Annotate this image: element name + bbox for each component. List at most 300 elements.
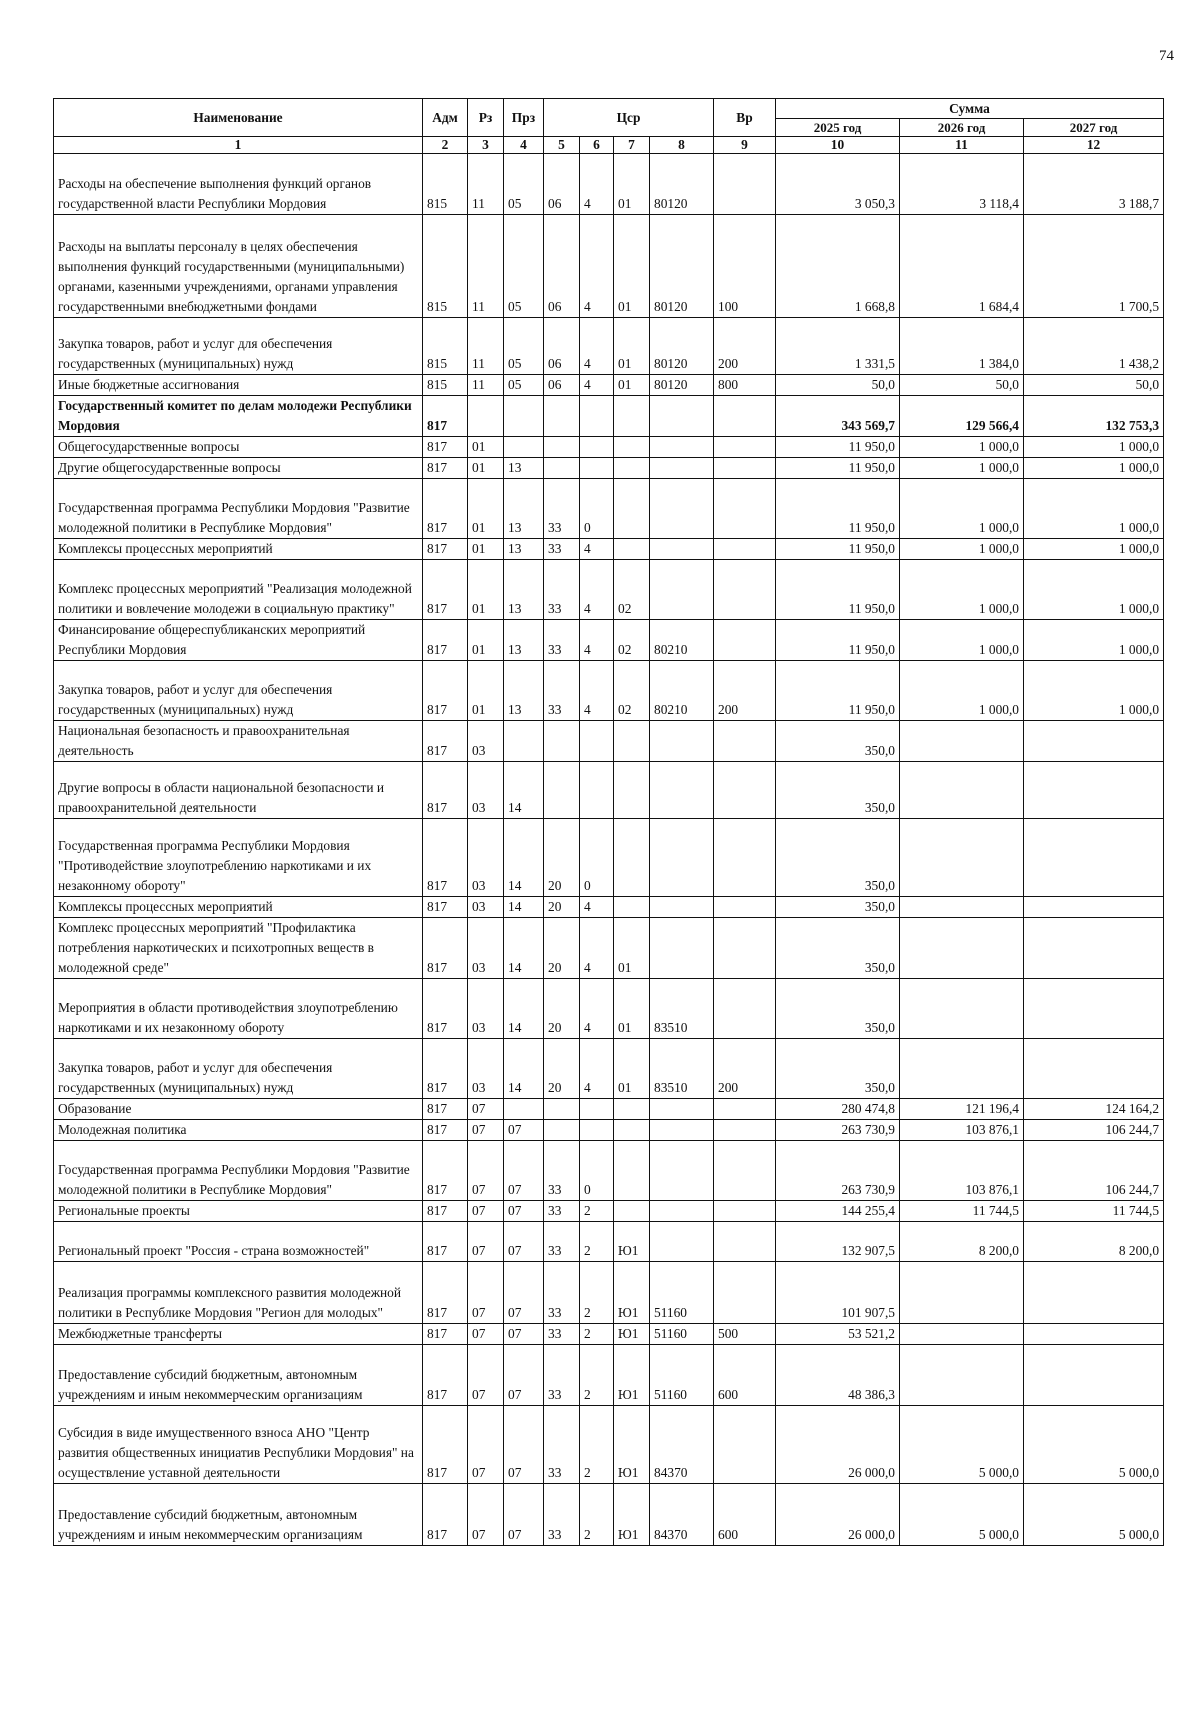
row-amount-2026: 103 876,1 (900, 1141, 1024, 1201)
row-rz: 03 (468, 762, 504, 819)
row-rz: 01 (468, 661, 504, 721)
row-amount-2026: 1 684,4 (900, 215, 1024, 318)
row-csr-direction: 83510 (650, 1039, 714, 1099)
row-csr-type (580, 1099, 614, 1120)
table-row (54, 661, 1164, 721)
table-row (54, 897, 1164, 918)
row-prz: 13 (504, 539, 544, 560)
row-csr-direction (650, 479, 714, 539)
row-amount-2025: 53 521,2 (776, 1324, 900, 1345)
row-vr (714, 1120, 776, 1141)
row-csr-type (580, 762, 614, 819)
row-amount-2027: 1 000,0 (1024, 479, 1164, 539)
row-csr-program (544, 721, 580, 762)
row-rz: 03 (468, 897, 504, 918)
row-csr-direction (650, 762, 714, 819)
row-name: Образование (54, 1099, 423, 1120)
row-vr (714, 979, 776, 1039)
table-row (54, 437, 1164, 458)
row-name: Предоставление субсидий бюджетным, автономным учреждениям и иным некоммерческим организациям (54, 1345, 423, 1406)
row-amount-2027: 1 000,0 (1024, 560, 1164, 620)
row-name: Предоставление субсидий бюджетным, автономным учреждениям и иным некоммерческим организациям (54, 1484, 423, 1546)
row-amount-2027: 3 188,7 (1024, 154, 1164, 215)
row-name: Субсидия в виде имущественного взноса АНО "Центр развития общественных инициатив Республики Мордовия" на осуществление уставной деятельности (54, 1406, 423, 1484)
row-name: Комплексы процессных мероприятий (54, 539, 423, 560)
row-csr-program: 33 (544, 1324, 580, 1345)
row-csr-program (544, 396, 580, 437)
row-vr (714, 918, 776, 979)
row-amount-2027: 106 244,7 (1024, 1120, 1164, 1141)
row-csr-program: 33 (544, 661, 580, 721)
row-csr-type: 2 (580, 1345, 614, 1406)
row-csr-direction: 84370 (650, 1484, 714, 1546)
row-csr-type: 0 (580, 1141, 614, 1201)
row-adm: 817 (423, 560, 468, 620)
row-name: Государственный комитет по делам молодежи Республики Мордовия (54, 396, 423, 437)
row-csr-program: 33 (544, 1222, 580, 1262)
row-amount-2026: 1 384,0 (900, 318, 1024, 375)
row-csr-program: 20 (544, 897, 580, 918)
row-amount-2027 (1024, 1345, 1164, 1406)
row-name: Финансирование общереспубликанских мероприятий Республики Мордовия (54, 620, 423, 661)
header-year-2025: 2025 год (776, 119, 900, 137)
row-rz: 03 (468, 1039, 504, 1099)
row-rz: 11 (468, 318, 504, 375)
row-vr (714, 1099, 776, 1120)
row-prz: 05 (504, 154, 544, 215)
row-csr-type: 4 (580, 539, 614, 560)
row-csr-subprogram: Ю1 (614, 1406, 650, 1484)
table-row (54, 1484, 1164, 1546)
row-rz: 01 (468, 560, 504, 620)
row-csr-subprogram: 01 (614, 918, 650, 979)
row-csr-type (580, 721, 614, 762)
row-adm: 817 (423, 1141, 468, 1201)
row-amount-2025: 263 730,9 (776, 1120, 900, 1141)
row-amount-2026: 11 744,5 (900, 1201, 1024, 1222)
row-amount-2027: 1 000,0 (1024, 458, 1164, 479)
row-rz: 01 (468, 458, 504, 479)
row-amount-2026 (900, 1324, 1024, 1345)
row-adm: 817 (423, 1222, 468, 1262)
table-row (54, 1262, 1164, 1324)
row-vr (714, 819, 776, 897)
row-csr-direction (650, 539, 714, 560)
row-name: Общегосударственные вопросы (54, 437, 423, 458)
row-csr-subprogram (614, 396, 650, 437)
row-adm: 817 (423, 458, 468, 479)
row-name: Государственная программа Республики Мордовия "Противодействие злоупотреблению наркотиками и их незаконному обороту" (54, 819, 423, 897)
row-amount-2025: 11 950,0 (776, 458, 900, 479)
row-amount-2025: 350,0 (776, 819, 900, 897)
row-prz: 14 (504, 979, 544, 1039)
row-prz: 07 (504, 1141, 544, 1201)
row-rz: 07 (468, 1345, 504, 1406)
row-csr-direction (650, 1120, 714, 1141)
row-csr-type: 4 (580, 318, 614, 375)
row-csr-program (544, 1120, 580, 1141)
row-name: Мероприятия в области противодействия злоупотреблению наркотиками и их незаконному обороту (54, 979, 423, 1039)
row-prz: 07 (504, 1262, 544, 1324)
row-rz: 07 (468, 1099, 504, 1120)
row-csr-direction (650, 437, 714, 458)
table-row (54, 1039, 1164, 1099)
row-amount-2026 (900, 979, 1024, 1039)
row-amount-2027 (1024, 1324, 1164, 1345)
row-amount-2025: 48 386,3 (776, 1345, 900, 1406)
row-prz: 13 (504, 560, 544, 620)
row-rz: 07 (468, 1262, 504, 1324)
row-name: Закупка товаров, работ и услуг для обеспечения государственных (муниципальных) нужд (54, 661, 423, 721)
row-amount-2027: 5 000,0 (1024, 1406, 1164, 1484)
row-amount-2027: 11 744,5 (1024, 1201, 1164, 1222)
row-csr-subprogram (614, 762, 650, 819)
row-csr-direction: 83510 (650, 979, 714, 1039)
row-rz: 01 (468, 479, 504, 539)
row-csr-type: 4 (580, 918, 614, 979)
row-name: Другие общегосударственные вопросы (54, 458, 423, 479)
row-name: Закупка товаров, работ и услуг для обеспечения государственных (муниципальных) нужд (54, 318, 423, 375)
row-prz: 14 (504, 762, 544, 819)
row-amount-2025: 350,0 (776, 762, 900, 819)
row-csr-program: 33 (544, 560, 580, 620)
row-amount-2025: 350,0 (776, 918, 900, 979)
row-vr (714, 721, 776, 762)
row-rz: 11 (468, 154, 504, 215)
row-name: Иные бюджетные ассигнования (54, 375, 423, 396)
row-name: Расходы на выплаты персоналу в целях обеспечения выполнения функций государственными (муниципальными) органами, казенными учреждениями, органами управления государственными внебюджетными фондами (54, 215, 423, 318)
header-csr: Цср (544, 99, 714, 137)
row-amount-2026: 5 000,0 (900, 1484, 1024, 1546)
table-row (54, 375, 1164, 396)
row-csr-program: 33 (544, 1201, 580, 1222)
row-csr-direction (650, 396, 714, 437)
row-csr-subprogram: 01 (614, 979, 650, 1039)
row-adm: 815 (423, 375, 468, 396)
row-prz (504, 437, 544, 458)
row-amount-2025: 1 668,8 (776, 215, 900, 318)
row-adm: 817 (423, 437, 468, 458)
row-csr-program: 33 (544, 479, 580, 539)
row-vr (714, 437, 776, 458)
header-name: Наименование (54, 99, 423, 137)
row-prz (504, 1099, 544, 1120)
row-rz: 07 (468, 1222, 504, 1262)
row-amount-2026: 1 000,0 (900, 620, 1024, 661)
column-number: 7 (614, 137, 650, 154)
row-csr-subprogram: 01 (614, 318, 650, 375)
row-prz: 07 (504, 1120, 544, 1141)
row-csr-direction (650, 918, 714, 979)
row-csr-subprogram: Ю1 (614, 1484, 650, 1546)
row-csr-type: 4 (580, 1039, 614, 1099)
row-amount-2025: 50,0 (776, 375, 900, 396)
row-rz: 01 (468, 539, 504, 560)
row-vr (714, 1201, 776, 1222)
row-csr-type (580, 396, 614, 437)
table-row (54, 721, 1164, 762)
table-row (54, 396, 1164, 437)
row-csr-subprogram: 01 (614, 215, 650, 318)
row-csr-program (544, 458, 580, 479)
row-csr-subprogram (614, 539, 650, 560)
row-csr-program: 20 (544, 918, 580, 979)
column-number: 10 (776, 137, 900, 154)
row-amount-2025: 26 000,0 (776, 1484, 900, 1546)
row-csr-program: 06 (544, 375, 580, 396)
row-rz: 01 (468, 620, 504, 661)
column-number: 12 (1024, 137, 1164, 154)
row-csr-direction (650, 1141, 714, 1201)
row-name: Государственная программа Республики Мордовия "Развитие молодежной политики в Республике Мордовия" (54, 479, 423, 539)
table-row (54, 154, 1164, 215)
row-amount-2027: 50,0 (1024, 375, 1164, 396)
row-amount-2026 (900, 897, 1024, 918)
row-adm: 817 (423, 1324, 468, 1345)
row-csr-subprogram: 02 (614, 560, 650, 620)
row-amount-2025: 11 950,0 (776, 560, 900, 620)
row-vr (714, 458, 776, 479)
row-amount-2025: 350,0 (776, 721, 900, 762)
row-csr-direction (650, 897, 714, 918)
budget-table (53, 98, 1164, 1546)
row-csr-program: 33 (544, 539, 580, 560)
row-name: Национальная безопасность и правоохранительная деятельность (54, 721, 423, 762)
row-csr-type: 4 (580, 560, 614, 620)
table-row (54, 318, 1164, 375)
row-csr-direction: 80210 (650, 620, 714, 661)
row-vr: 800 (714, 375, 776, 396)
row-csr-program: 33 (544, 620, 580, 661)
table-row (54, 1120, 1164, 1141)
column-number: 8 (650, 137, 714, 154)
row-vr (714, 154, 776, 215)
row-csr-subprogram: 02 (614, 661, 650, 721)
row-csr-type: 2 (580, 1201, 614, 1222)
row-amount-2027: 124 164,2 (1024, 1099, 1164, 1120)
row-amount-2027: 1 000,0 (1024, 620, 1164, 661)
row-amount-2027 (1024, 1262, 1164, 1324)
row-amount-2027: 5 000,0 (1024, 1484, 1164, 1546)
row-vr: 100 (714, 215, 776, 318)
row-adm: 817 (423, 539, 468, 560)
row-adm: 817 (423, 1120, 468, 1141)
table-row (54, 539, 1164, 560)
row-prz: 07 (504, 1406, 544, 1484)
row-rz: 11 (468, 375, 504, 396)
row-name: Региональные проекты (54, 1201, 423, 1222)
row-prz: 14 (504, 1039, 544, 1099)
row-amount-2026 (900, 762, 1024, 819)
row-name: Комплекс процессных мероприятий "Профилактика потребления наркотических и психотропных веществ в молодежной среде" (54, 918, 423, 979)
row-name: Межбюджетные трансферты (54, 1324, 423, 1345)
row-amount-2025: 350,0 (776, 897, 900, 918)
row-prz: 05 (504, 375, 544, 396)
row-vr: 200 (714, 318, 776, 375)
row-rz: 07 (468, 1120, 504, 1141)
row-name: Государственная программа Республики Мордовия "Развитие молодежной политики в Республике Мордовия" (54, 1141, 423, 1201)
row-rz: 01 (468, 437, 504, 458)
row-csr-program: 06 (544, 215, 580, 318)
header-rz: Рз (468, 99, 504, 137)
row-amount-2025: 144 255,4 (776, 1201, 900, 1222)
row-csr-type: 2 (580, 1262, 614, 1324)
row-rz: 07 (468, 1406, 504, 1484)
row-name: Расходы на обеспечение выполнения функций органов государственной власти Республики Мордовия (54, 154, 423, 215)
row-csr-type: 0 (580, 479, 614, 539)
row-csr-type: 2 (580, 1222, 614, 1262)
row-amount-2027 (1024, 762, 1164, 819)
row-vr (714, 539, 776, 560)
row-amount-2026: 8 200,0 (900, 1222, 1024, 1262)
table-row (54, 762, 1164, 819)
row-adm: 817 (423, 897, 468, 918)
header-row (54, 99, 1164, 119)
row-csr-direction (650, 819, 714, 897)
row-vr (714, 479, 776, 539)
row-csr-subprogram: Ю1 (614, 1345, 650, 1406)
row-csr-subprogram: 01 (614, 375, 650, 396)
row-amount-2026 (900, 1039, 1024, 1099)
row-rz: 11 (468, 215, 504, 318)
column-number: 3 (468, 137, 504, 154)
row-csr-direction (650, 1201, 714, 1222)
row-prz: 14 (504, 819, 544, 897)
row-vr (714, 560, 776, 620)
row-csr-subprogram (614, 721, 650, 762)
table-row (54, 1099, 1164, 1120)
row-amount-2026: 3 118,4 (900, 154, 1024, 215)
row-amount-2026: 50,0 (900, 375, 1024, 396)
row-csr-direction: 80120 (650, 318, 714, 375)
row-csr-type: 4 (580, 897, 614, 918)
row-rz: 07 (468, 1484, 504, 1546)
row-amount-2025: 350,0 (776, 979, 900, 1039)
header-adm: Адм (423, 99, 468, 137)
row-amount-2026 (900, 1345, 1024, 1406)
table-row (54, 479, 1164, 539)
row-csr-program: 06 (544, 318, 580, 375)
row-vr (714, 897, 776, 918)
row-amount-2026: 5 000,0 (900, 1406, 1024, 1484)
row-amount-2026: 1 000,0 (900, 479, 1024, 539)
row-amount-2026: 1 000,0 (900, 458, 1024, 479)
row-prz: 07 (504, 1484, 544, 1546)
row-name: Реализация программы комплексного развития молодежной политики в Республике Мордовия "Регион для молодых" (54, 1262, 423, 1324)
row-vr: 500 (714, 1324, 776, 1345)
table-row (54, 215, 1164, 318)
column-number: 5 (544, 137, 580, 154)
row-adm: 817 (423, 918, 468, 979)
table-row (54, 918, 1164, 979)
row-csr-subprogram (614, 1099, 650, 1120)
table-row (54, 458, 1164, 479)
row-name: Комплексы процессных мероприятий (54, 897, 423, 918)
row-vr (714, 396, 776, 437)
row-amount-2026: 129 566,4 (900, 396, 1024, 437)
row-amount-2027: 132 753,3 (1024, 396, 1164, 437)
row-csr-type: 4 (580, 215, 614, 318)
row-adm: 817 (423, 762, 468, 819)
row-adm: 817 (423, 819, 468, 897)
row-amount-2027 (1024, 1039, 1164, 1099)
row-csr-subprogram (614, 1201, 650, 1222)
row-vr (714, 620, 776, 661)
row-amount-2027 (1024, 918, 1164, 979)
row-amount-2026 (900, 721, 1024, 762)
row-adm: 815 (423, 154, 468, 215)
table-row (54, 819, 1164, 897)
row-prz: 13 (504, 458, 544, 479)
table-row (54, 560, 1164, 620)
table-row (54, 1345, 1164, 1406)
row-csr-program: 20 (544, 979, 580, 1039)
row-prz (504, 721, 544, 762)
row-csr-direction: 80210 (650, 661, 714, 721)
table-row (54, 1141, 1164, 1201)
row-rz: 07 (468, 1201, 504, 1222)
row-amount-2027: 1 000,0 (1024, 437, 1164, 458)
row-csr-type (580, 458, 614, 479)
row-adm: 817 (423, 479, 468, 539)
row-amount-2025: 11 950,0 (776, 539, 900, 560)
row-prz: 07 (504, 1345, 544, 1406)
row-prz: 05 (504, 215, 544, 318)
row-csr-type: 0 (580, 819, 614, 897)
table-row (54, 1406, 1164, 1484)
row-amount-2026: 1 000,0 (900, 560, 1024, 620)
row-csr-type: 4 (580, 375, 614, 396)
row-amount-2026 (900, 819, 1024, 897)
row-csr-direction: 80120 (650, 154, 714, 215)
row-prz (504, 396, 544, 437)
column-number: 11 (900, 137, 1024, 154)
row-adm: 815 (423, 215, 468, 318)
row-amount-2027 (1024, 819, 1164, 897)
row-adm: 817 (423, 661, 468, 721)
row-csr-subprogram (614, 437, 650, 458)
row-amount-2027 (1024, 897, 1164, 918)
row-amount-2026: 1 000,0 (900, 661, 1024, 721)
row-adm: 817 (423, 721, 468, 762)
row-prz: 14 (504, 897, 544, 918)
row-csr-type: 4 (580, 620, 614, 661)
table-row (54, 979, 1164, 1039)
row-vr (714, 1141, 776, 1201)
row-csr-direction: 84370 (650, 1406, 714, 1484)
row-amount-2025: 11 950,0 (776, 437, 900, 458)
row-amount-2025: 280 474,8 (776, 1099, 900, 1120)
row-csr-subprogram (614, 897, 650, 918)
header-sum: Сумма (776, 99, 1164, 119)
row-csr-type: 2 (580, 1484, 614, 1546)
row-csr-subprogram: 01 (614, 1039, 650, 1099)
row-amount-2025: 343 569,7 (776, 396, 900, 437)
row-csr-program (544, 762, 580, 819)
row-csr-subprogram (614, 479, 650, 539)
row-name: Закупка товаров, работ и услуг для обеспечения государственных (муниципальных) нужд (54, 1039, 423, 1099)
row-amount-2027: 1 000,0 (1024, 661, 1164, 721)
row-csr-type: 4 (580, 979, 614, 1039)
row-rz: 07 (468, 1324, 504, 1345)
row-adm: 817 (423, 1262, 468, 1324)
row-adm: 817 (423, 396, 468, 437)
row-vr: 600 (714, 1484, 776, 1546)
row-csr-program (544, 1099, 580, 1120)
table-row (54, 1201, 1164, 1222)
row-csr-direction: 51160 (650, 1345, 714, 1406)
row-csr-subprogram: 01 (614, 154, 650, 215)
